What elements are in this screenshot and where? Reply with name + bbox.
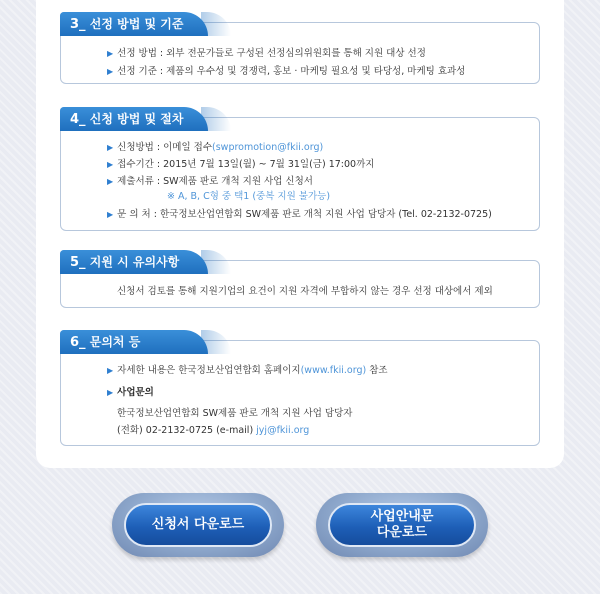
list-item: ▶ 신청방법 : 이메일 접수(swpromotion@fkii.org) xyxy=(107,142,324,153)
section-precautions xyxy=(60,255,540,308)
list-item: ▶ 선정 방법 : 외부 전문가들로 구성된 선정심의위원회를 통해 지원 대상 선정 xyxy=(107,48,426,59)
section-selection-criteria xyxy=(60,17,540,84)
arrow-bullet-icon: ▶ xyxy=(107,177,114,186)
arrow-bullet-icon: ▶ xyxy=(107,49,114,58)
email-link[interactable]: (swpromotion@fkii.org) xyxy=(212,142,324,153)
contact-person: 한국정보산업연합회 SW제품 판로 개척 지원 사업 담당자 xyxy=(117,408,353,419)
arrow-bullet-icon: ▶ xyxy=(107,143,114,152)
list-item: ▶ 선정 기준 : 제품의 우수성 및 경쟁력, 홍보 · 마케팅 필요성 및 타당성, 마케팅 효과성 xyxy=(107,66,466,77)
section-contact xyxy=(60,335,540,446)
section-title: 4_ 신청 방법 및 절차 xyxy=(60,107,208,131)
contact-info: (전화) 02-2132-0725 (e-mail) jyj@fkii.org xyxy=(117,425,310,436)
section-title: 3_ 선정 방법 및 기준 xyxy=(60,12,208,36)
section-application-procedure xyxy=(60,112,540,231)
list-item: ▶ 자세한 내용은 한국정보산업연합회 홈페이지(www.fkii.org) 참조 xyxy=(107,365,388,376)
arrow-bullet-icon: ▶ xyxy=(107,388,114,397)
list-item: ▶ 사업문의 xyxy=(107,387,154,398)
content-panel xyxy=(36,0,564,468)
arrow-bullet-icon: ▶ xyxy=(107,210,114,219)
list-item: ▶ 문 의 처 : 한국정보산업연합회 SW제품 판로 개척 지원 사업 담당자 (Tel. 02-2132-0725) xyxy=(107,209,492,220)
download-guide-button[interactable]: 사업안내문 다운로드 xyxy=(316,493,488,557)
arrow-bullet-icon: ▶ xyxy=(107,67,114,76)
email-link[interactable]: jyj@fkii.org xyxy=(256,425,310,436)
list-item: ▶ 제출서류 : SW제품 판로 개척 지원 사업 신청서 xyxy=(107,176,313,187)
download-application-button[interactable]: 신청서 다운로드 xyxy=(112,493,284,557)
precaution-text: 신청서 검토를 통해 지원기업의 요건이 지원 자격에 부합하지 않는 경우 선정 대상에서 제외 xyxy=(117,286,493,297)
arrow-bullet-icon: ▶ xyxy=(107,160,114,169)
list-item: ▶ 접수기간 : 2015년 7월 13일(월) ~ 7월 31일(금) 17:00까지 xyxy=(107,159,375,170)
homepage-link[interactable]: (www.fkii.org) xyxy=(300,365,367,376)
section-title: 5_ 지원 시 유의사항 xyxy=(60,250,208,274)
arrow-bullet-icon: ▶ xyxy=(107,366,114,375)
section-title: 6_ 문의처 등 xyxy=(60,330,208,354)
note-text: ※ A, B, C형 중 택1 (중복 지원 불가능) xyxy=(167,191,331,202)
